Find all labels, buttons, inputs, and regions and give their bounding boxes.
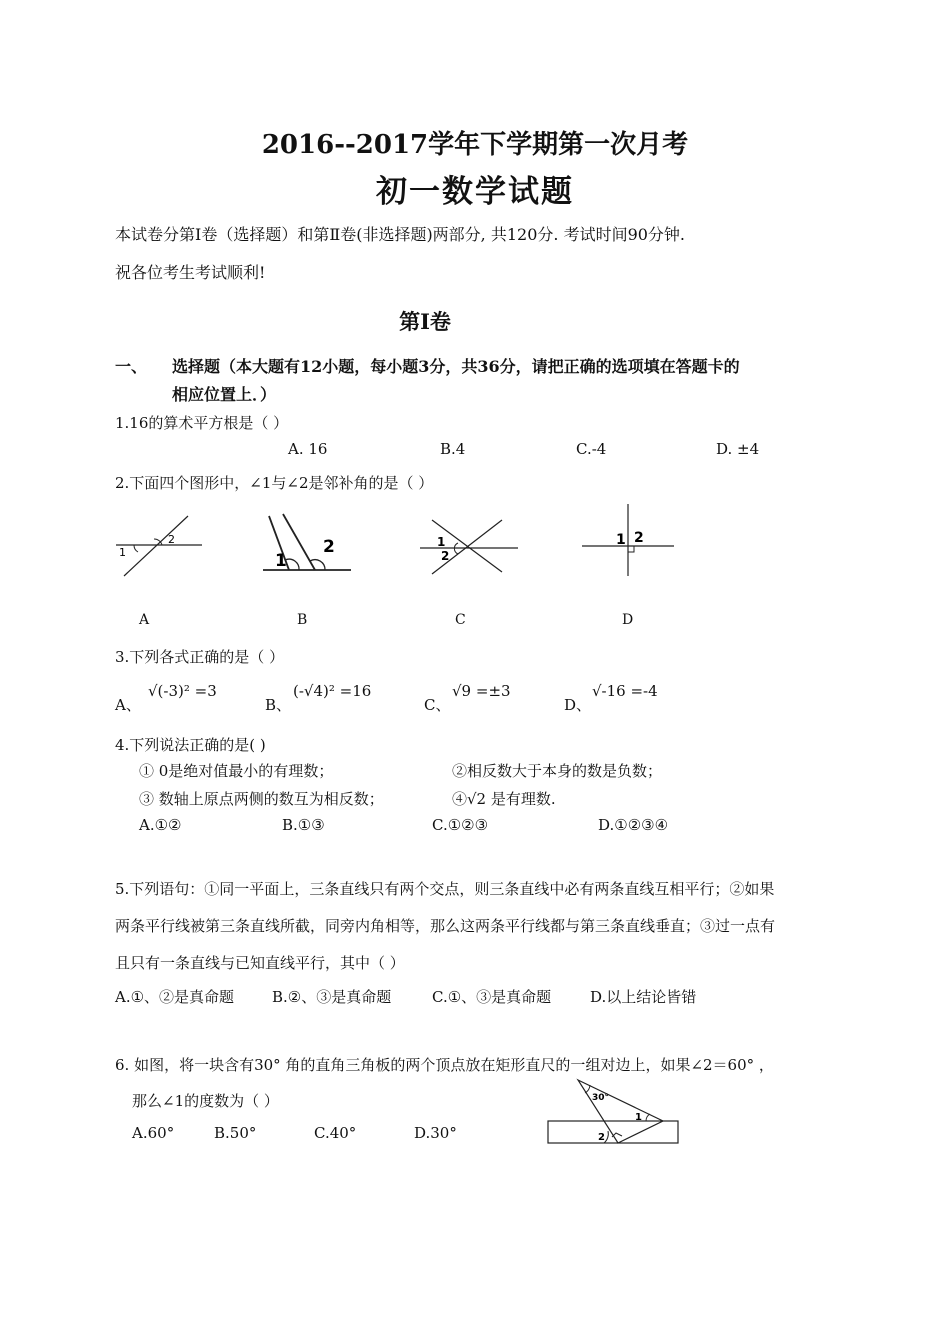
q1-option-b: B.4 bbox=[440, 440, 466, 458]
q6-option-c: C.40° bbox=[314, 1124, 357, 1142]
question-5-line-2: 两条平行线被第三条直线所截，同旁内角相等，那么这两条平行线都与第三条直线垂直；③过一点有 bbox=[115, 917, 776, 935]
q3-option-c-letter: C、 bbox=[424, 696, 451, 714]
question-6-line-1: 6. 如图，将一块含有30° 角的直角三角板的两个顶点放在矩形直尺的一组对边上，如果∠2＝60° ， bbox=[115, 1056, 774, 1074]
section-heading-line-1: 选择题（本大题有12小题，每小题3分，共36分，请把正确的选项填在答题卡的 bbox=[172, 357, 740, 376]
intro-line-1: 本试卷分第Ⅰ卷（选择题）和第Ⅱ卷(非选择题)两部分, 共120分. 考试时间90分钟. bbox=[115, 225, 686, 244]
q5-option-c: C.①、③是真命题 bbox=[432, 988, 552, 1006]
q2-figure-d bbox=[578, 502, 678, 580]
volume-title: 第Ⅰ卷 bbox=[399, 309, 451, 334]
exam-title: 2016--2017学年下学期第一次月考 bbox=[261, 130, 689, 160]
q2-label-a: A bbox=[139, 612, 150, 628]
q5-option-a: A.①、②是真命题 bbox=[115, 988, 235, 1006]
q2-label-d: D bbox=[622, 612, 634, 628]
q3-option-b-expr: (-√4)² =16 bbox=[293, 682, 372, 700]
q4-option-c: C.①②③ bbox=[432, 816, 489, 834]
q2-figure-a bbox=[110, 510, 210, 590]
q1-option-a: A. 16 bbox=[288, 440, 328, 458]
q2a-angle-1-label: 1 bbox=[119, 546, 126, 559]
q6-option-d: D.30° bbox=[414, 1124, 457, 1142]
question-5-line-1: 5.下列语句：①同一平面上，三条直线只有两个交点，则三条直线中必有两条直线互相平行；②如果 bbox=[115, 880, 775, 898]
q6-angle-2-label: 2 bbox=[598, 1132, 605, 1143]
q4-statement-2: ②相反数大于本身的数是负数； bbox=[452, 762, 663, 780]
q6-angle-30-label: 30° bbox=[592, 1093, 610, 1103]
q2-figure-b bbox=[255, 508, 355, 578]
question-4-stem: 4.下列说法正确的是( ) bbox=[115, 736, 266, 754]
question-5-line-3: 且只有一条直线与已知直线平行，其中（ ） bbox=[115, 954, 405, 972]
q4-statement-3: ③ 数轴上原点两侧的数互为相反数； bbox=[139, 790, 384, 808]
q4-option-a: A.①② bbox=[139, 816, 182, 834]
q6-option-b: B.50° bbox=[214, 1124, 257, 1142]
q2d-angle-1-label: 1 bbox=[616, 532, 626, 548]
q1-option-d: D. ±4 bbox=[716, 440, 760, 458]
q4-statement-1: ① 0是绝对值最小的有理数； bbox=[139, 762, 334, 780]
q1-option-c: C.-4 bbox=[576, 440, 607, 458]
q3-option-a-expr: √(-3)² =3 bbox=[148, 682, 217, 700]
q3-option-b-letter: B、 bbox=[265, 696, 292, 714]
q2-label-c: C bbox=[455, 612, 466, 628]
q2-figure-c bbox=[418, 512, 528, 582]
q3-option-c-expr: √9 =±3 bbox=[452, 682, 511, 700]
q6-option-a: A.60° bbox=[132, 1124, 175, 1142]
section-number: 一、 bbox=[115, 357, 148, 376]
question-1-stem: 1.16的算术平方根是（ ） bbox=[115, 414, 289, 432]
q5-option-b: B.②、③是真命题 bbox=[272, 988, 392, 1006]
q4-option-b: B.①③ bbox=[282, 816, 325, 834]
q3-option-d-letter: D、 bbox=[564, 696, 592, 714]
question-6-line-2: 那么∠1的度数为（ ） bbox=[132, 1092, 279, 1110]
q3-option-a-letter: A、 bbox=[115, 696, 141, 714]
exam-subtitle: 初一数学试题 bbox=[376, 174, 574, 210]
q3-option-d-expr: √-16 =-4 bbox=[592, 682, 658, 700]
question-3-stem: 3.下列各式正确的是（ ） bbox=[115, 648, 285, 666]
intro-line-2: 祝各位考生考试顺利! bbox=[115, 263, 266, 282]
q4-option-d: D.①②③④ bbox=[598, 816, 669, 834]
q2a-angle-2-label: 2 bbox=[168, 533, 175, 546]
q4-statement-4: ④√2 是有理数. bbox=[452, 790, 556, 808]
question-2-stem: 2.下面四个图形中，∠1与∠2是邻补角的是（ ） bbox=[115, 474, 434, 492]
q2c-angle-1-label: 1 bbox=[437, 535, 446, 549]
q2b-angle-2-label: 2 bbox=[323, 537, 335, 557]
q5-option-d: D.以上结论皆错 bbox=[590, 988, 697, 1006]
q2d-angle-2-label: 2 bbox=[634, 530, 644, 546]
q2-label-b: B bbox=[297, 612, 308, 628]
q2c-angle-2-label: 2 bbox=[441, 549, 450, 563]
q2b-angle-1-label: 1 bbox=[275, 551, 287, 571]
q6-angle-1-label: 1 bbox=[635, 1112, 642, 1123]
q6-figure bbox=[540, 1075, 685, 1150]
section-heading-line-2: 相应位置上．） bbox=[172, 385, 277, 404]
